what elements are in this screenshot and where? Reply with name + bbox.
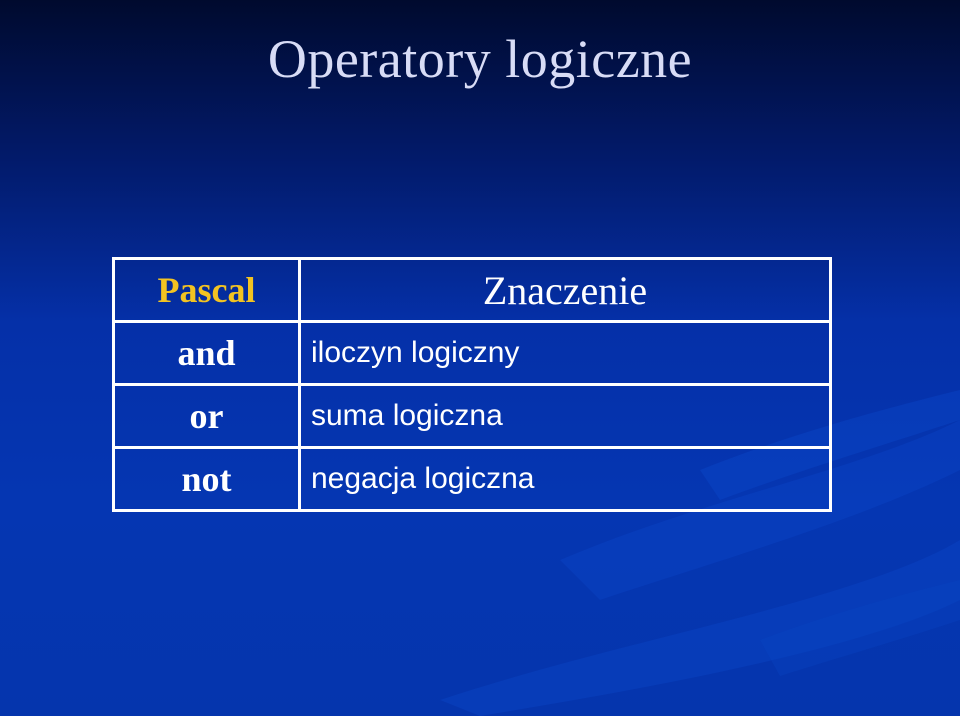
table-header-row	[114, 259, 831, 322]
slide-title: Operatory logiczne	[267, 29, 693, 89]
meaning-cell: negacja logiczna	[300, 448, 831, 511]
table-row	[114, 448, 831, 511]
operator-cell: or	[114, 385, 300, 448]
table-row	[114, 385, 831, 448]
meaning-cell: iloczyn logiczny	[300, 322, 831, 385]
table-row	[114, 322, 831, 385]
meaning-cell: suma logiczna	[300, 385, 831, 448]
header-meaning: Znaczenie	[300, 259, 831, 322]
operators-table	[112, 257, 832, 512]
operator-cell: not	[114, 448, 300, 511]
operator-cell: and	[114, 322, 300, 385]
header-pascal: Pascal	[114, 259, 300, 322]
